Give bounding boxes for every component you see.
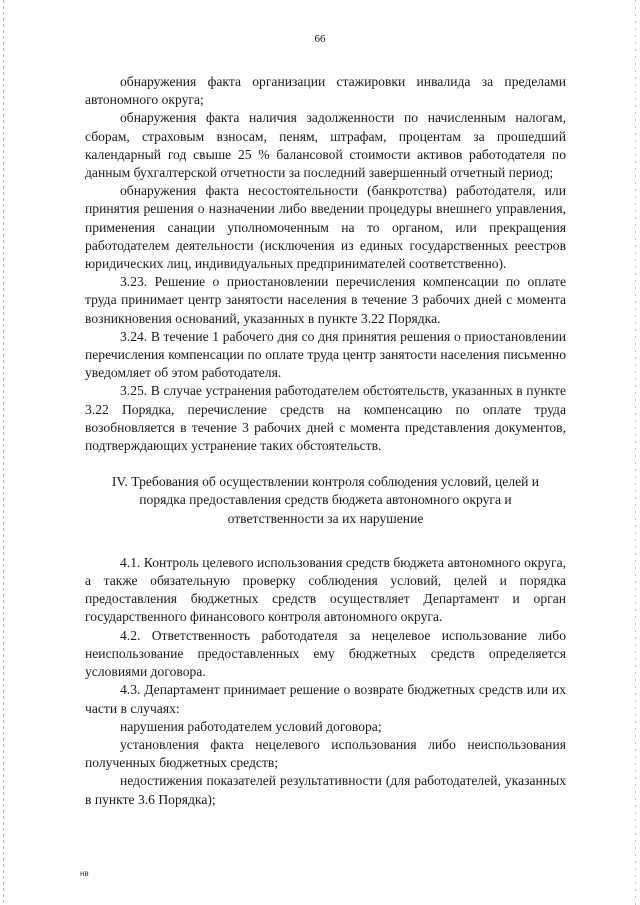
paragraph-3-25: 3.25. В случае устранения работодателем обстоятельств, указанных в пункте 3.22 Порядка, перечисление средств на компенсацию по оплате труда возобновляется в течение 3 рабочих дней с момента представления документов, подтверждающих устранение таких обстоятельств. xyxy=(85,383,566,454)
section-heading xyxy=(85,473,566,528)
list-item: недостижения показателей результативности (для работодателей, указанных в пункте 3.6 Порядка); xyxy=(85,773,566,807)
scan-edge-left xyxy=(3,0,4,905)
paragraph-3-23: 3.23. Решение о приостановлении перечисления компенсации по оплате труда принимает центр занятости населения в течение 3 рабочих дней с момента возникновения оснований, указанных в пункте 3.22 Порядка. xyxy=(85,274,566,326)
paragraph-4-3: 4.3. Департамент принимает решение о возврате бюджетных средств или их части в случаях: xyxy=(85,682,566,716)
paragraph: обнаружения факта наличия задолженности по начисленным налогам, сборам, страховым взносам, пеням, штрафам, процентам за прошедший календарный год свыше 25 % балансовой стоимости активов работодателя по данным бухгалтерской отчетности за последний завершенный отчетный период; xyxy=(85,110,566,181)
paragraph-3-24: 3.24. В течение 1 рабочего дня со дня принятия решения о приостановлении перечисления компенсации по оплате труда центр занятости населения письменно уведомляет об этом работодателя. xyxy=(85,328,566,381)
scan-edge-right xyxy=(635,0,636,905)
page-number: 66 xyxy=(314,33,326,45)
document-body xyxy=(85,73,566,809)
paragraph-4-2: 4.2. Ответственность работодателя за нецелевое использование либо неиспользование предоставленных ему бюджетных средств определяется условиями договора. xyxy=(85,627,566,680)
section-heading-line: порядка предоставления средств бюджета автономного округа и xyxy=(139,492,512,508)
footer-initials: нв xyxy=(80,869,89,878)
list-item: установления факта нецелевого использования либо неиспользования полученных бюджетных средств; xyxy=(85,736,566,771)
paragraph-4-1: 4.1. Контроль целевого использования средств бюджета автономного округа, а также обязательную проверку соблюдения условий, целей и порядка предоставления бюджетных средств осуществляет Департамент и орган государственного финансового контроля автономного округа. xyxy=(85,554,566,625)
paragraph: обнаружения факта несостоятельности (банкротства) работодателя, или принятия решения о назначении либо введении процедуры внешнего управления, применения санации уполномоченным на то органом, или прекращения работодателем деятельности (исключения из единых государственных реестров юридических лиц, индивидуальных предпринимателей соответственно). xyxy=(85,183,566,272)
paragraph: обнаружения факта организации стажировки инвалида за пределами автономного округа; xyxy=(85,74,566,108)
section-heading-line: ответственности за их нарушение xyxy=(227,510,424,526)
list-item: нарушения работодателем условий договора; xyxy=(120,718,382,734)
section-heading-line: IV. Требования об осуществлении контроля соблюдения условий, целей и xyxy=(111,474,540,490)
